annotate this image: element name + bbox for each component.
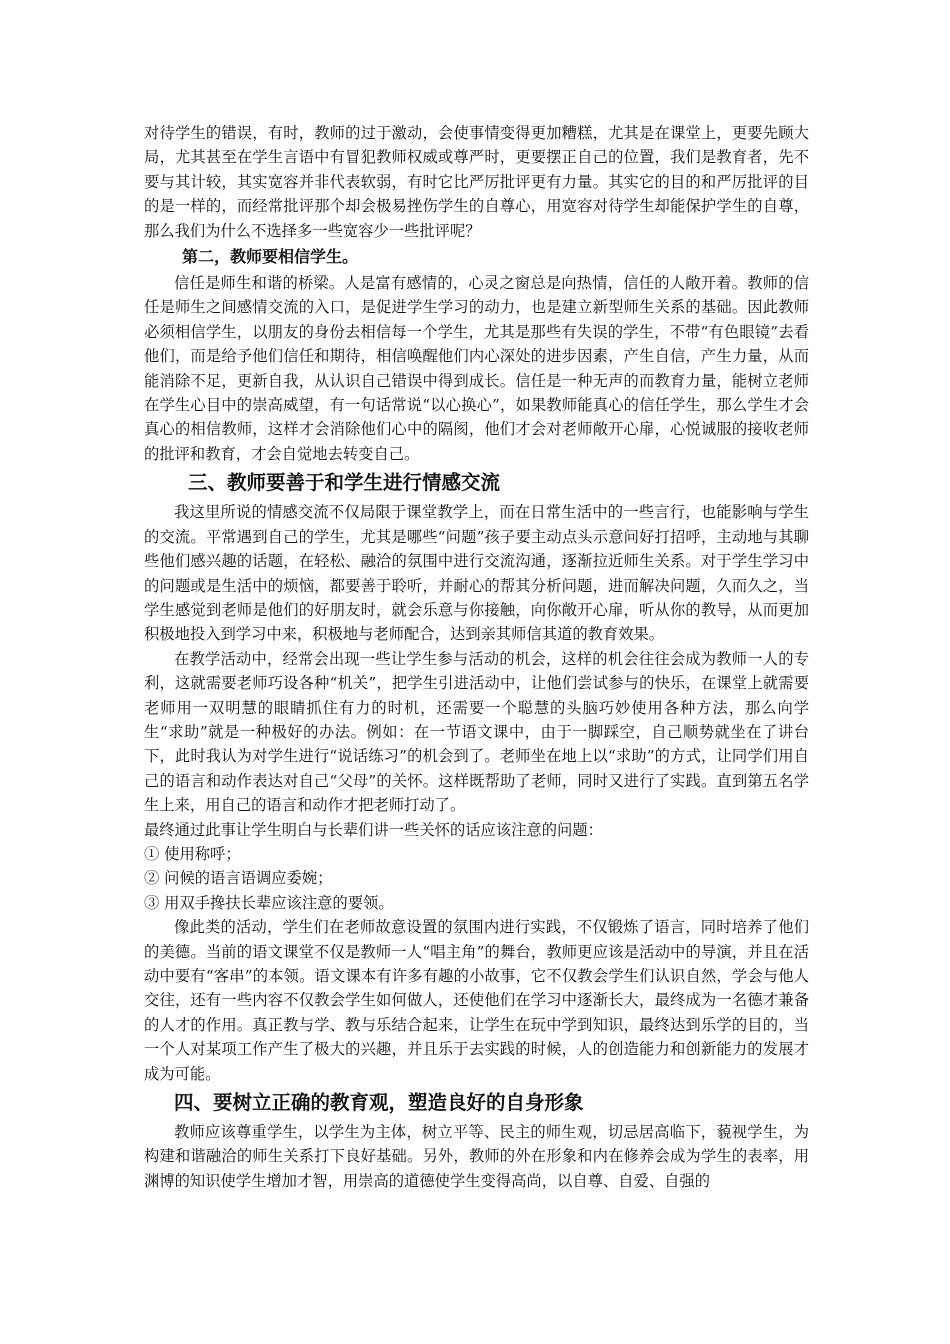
paragraph-emotional-exchange: 我这里所说的情感交流不仅局限于课堂教学上，而在日常生活中的一些言行，也能影响与学生的交流。平常遇到自己的学生，尤其是哪些“问题”孩子要主动点头示意问好打招呼，主动地与其聊些他们感兴趣的话题，在轻松、融洽的氛围中进行交流沟通，逐渐拉近师生关系。对于学生学习中的问题或是生活中的烦恼，都要善于聆听，并耐心的帮其分析问题，进而解决问题，久而久之，当学生感觉到老师是他们的好朋友时，就会乐意与你接触，向你敞开心扉，听从你的教导，从而更加积极地投入到学习中来，积极地与老师配合，达到亲其师信其道的教育效果。 [144,503,809,644]
paragraph-teaching-activity: 在教学活动中，经常会出现一些让学生参与活动的机会，这样的机会往往会成为教师一人的专利，这就需要老师巧设各种“机关”，把学生引进活动中，让他们尝试参与的快乐，在课堂上就需要老师用一双明慧的眼睛抓住有力的时机，还需要一个聪慧的头脑巧妙使用各种方法，那么向学生“求助”就是一种极好的办法。例如：在一节语文课中，由于一脚踩空，自己顺势就坐在了讲台下，此时我认为对学生进行“说话练习”的机会到了。老师坐在地上以“求助”的方式，让同学们用自己的语言和动作表达对自己“父母”的关怀。这样既帮助了老师，同时又进行了实践。直到第五名学生上来，用自己的语言和动作才把老师打动了。 [144,649,809,815]
paragraph-respect-students: 教师应该尊重学生，以学生为主体，树立平等、民主的师生观，切忌居高临下，藐视学生，为构建和谐融洽的师生关系打下良好基础。另外，教师的外在形象和内在修养会成为学生的表率，用渊博的知识使学生增加才智，用崇高的道德使学生变得高尚，以自尊、自爱、自强的 [144,1123,809,1190]
list-item-2: ② 问候的语言语调应委婉； [144,869,333,888]
paragraph-activity-reflection: 像此类的活动，学生们在老师故意设置的氛围内进行实践，不仅锻炼了语言，同时培养了他们的美德。当前的语文课堂不仅是教师一人“唱主角”的舞台，教师更应该是活动中的导演，并且在活动中要有“客串”的本领。语文课本有许多有趣的小故事，它不仅教会学生们认识自然，学会与他人交往，还有一些内容不仅教会学生如何做人，还使他们在学习中逐渐长大，最终成为一名德才兼备的人才的作用。真正教与学、教与乐结合起来，让学生在玩中学到知识，最终达到乐学的目的，当一个人对某项工作产生了极大的兴趣，并且乐于去实践的时候，人的创造能力和创新能力的发展才成为可能。 [144,918,809,1083]
list-item-3: ③ 用双手搀扶长辈应该注意的要领。 [144,893,394,912]
section-heading-emotional-exchange: 三、教师要善于和学生进行情感交流 [188,471,501,495]
section-heading-trust: 第二，教师要相信学生。 [182,247,359,267]
section-heading-education-view: 四、要树立正确的教育观，塑造良好的自身形象 [174,1091,584,1115]
paragraph-tolerance: 对待学生的错误，有时，教师的过于激动，会使事情变得更加糟糕，尤其是在课堂上，更要先顾大局，尤其甚至在学生言语中有冒犯教师权威或尊严时，更要摆正自己的位置，我们是教育者，先不要与其计较，其实宽容并非代表软弱，有时它比严厉批评更有力量。其实它的目的和严厉批评的目的是一样的，而经常批评那个却会极易挫伤学生的自尊心，用宽容对待学生却能保护学生的自尊，那么我们为什么不选择多一些宽容少一些批评呢？ [144,124,809,240]
list-item-1: ① 使用称呼； [144,844,241,863]
paragraph-trust: 信任是师生和谐的桥梁。人是富有感情的，心灵之窗总是向热情，信任的人敞开着。教师的信任是师生之间感情交流的入口，是促进学生学习的动力，也是建立新型师生关系的基础。因此教师必须相信学生，以朋友的身份去相信每一个学生，尤其是那些有失误的学生，不带“有色眼镜”去看他们，而是给予他们信任和期待，相信唤醒他们内心深处的进步因素，产生自信，产生力量，从而能消除不足，更新自我，从认识自己错误中得到成长。信任是一种无声的而教育力量，能树立老师在学生心目中的崇高威望，有一句话常说“以心换心”，如果教师能真心的信任学生，那么学生才会真心的相信教师，这样才会消除他们心中的隔阂，他们才会对老师敞开心扉，心悦诚服的接收老师的批评和教育，才会自觉地去转变自己。 [144,274,809,463]
paragraph-lesson-summary: 最终通过此事让学生明白与长辈们讲一些关怀的话应该注意的问题： [144,820,603,839]
document-body [144,121,809,1193]
